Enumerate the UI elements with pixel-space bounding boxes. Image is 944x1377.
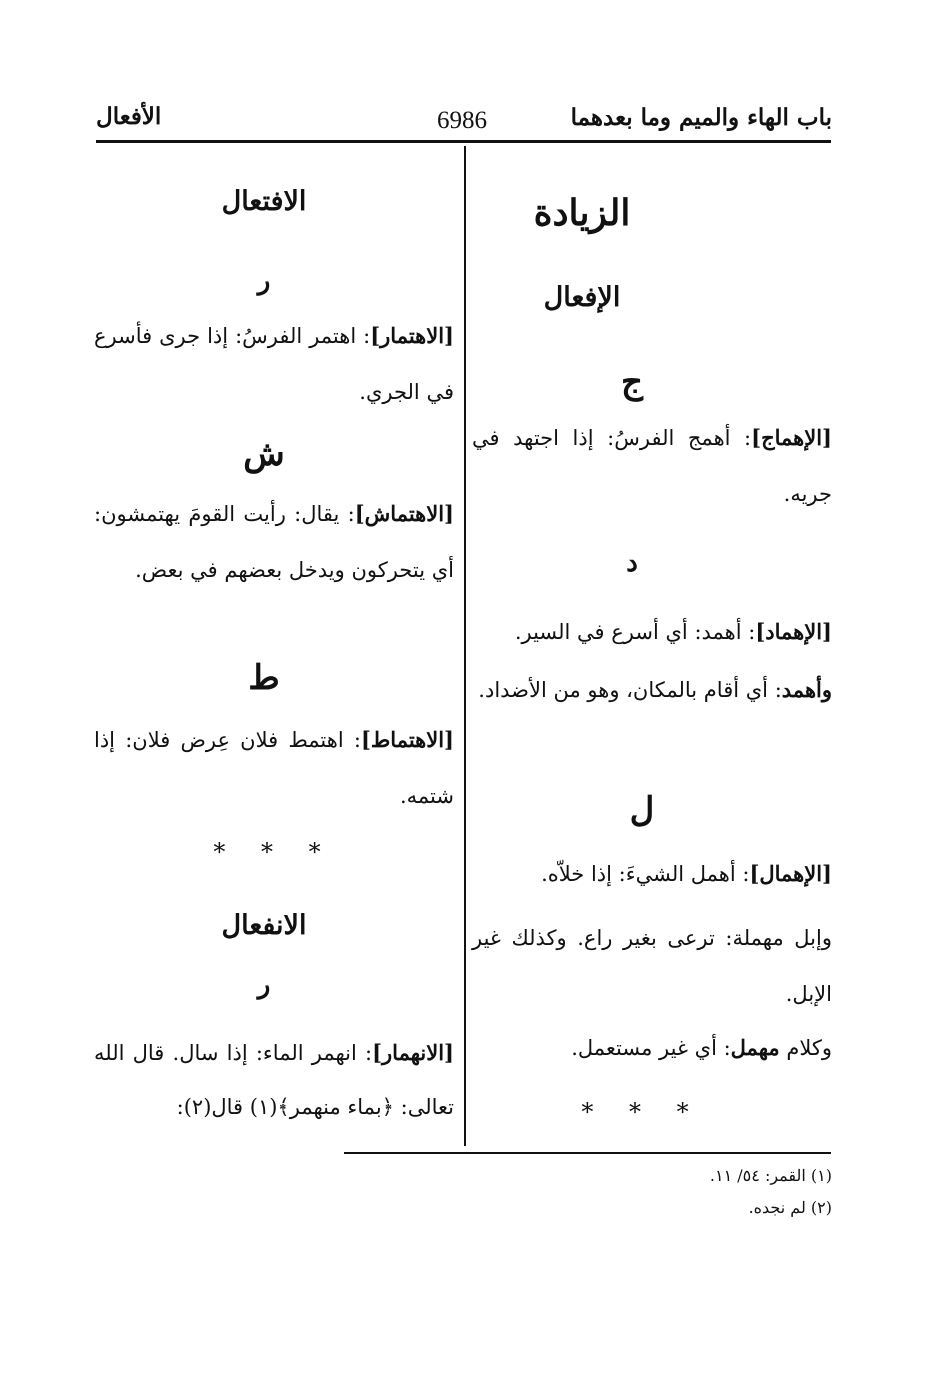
entry-term: [الاهتمار]	[370, 323, 454, 348]
entry-ihtimat	[94, 712, 454, 824]
section-title: الأفعال	[96, 103, 162, 130]
entry-text: : أهمد: أي أسرع في السير.	[514, 620, 756, 644]
footnote-rule	[344, 1152, 831, 1154]
footnote-2: (٢) لم نجده.	[748, 1198, 832, 1217]
entry-ihtimash	[94, 486, 454, 598]
letter-shin: ش	[243, 434, 285, 474]
entry-text: : انهمر الماء: إذا سال. قال الله تعالى: ﴿بماء منهمر﴾(١) قال(٢):	[94, 1041, 454, 1119]
entry-text: : اهتمر الفرسُ: إذا جرى فأسرع في الجري.	[94, 324, 454, 404]
entry-text: وإبل مهملة: ترعى بغير راع. وكذلك غير الإبل.	[472, 926, 832, 1006]
column-divider	[464, 146, 466, 1146]
section-separator-stars: * * *	[213, 838, 335, 866]
entry-term: مهمل	[730, 1035, 780, 1060]
entry-ahmad	[472, 662, 832, 718]
entry-text: : أهمج الفرسُ: إذا اجتهد في جريه.	[472, 426, 832, 506]
entry-text: : أي غير مستعمل.	[571, 1036, 731, 1060]
heading-infial: الانفعال	[221, 910, 307, 941]
entry-term: [الإهماج]	[751, 425, 832, 450]
letter-ta: ط	[248, 658, 280, 698]
letter-ra-2: ر	[257, 970, 271, 1000]
header-rule	[96, 140, 831, 143]
entry-term: [الإهمال]	[749, 861, 832, 886]
chapter-title: باب الهاء والميم وما بعدهما	[570, 104, 832, 131]
entry-term: [الاهتماط]	[360, 727, 454, 752]
entry-text: : يقال: رأيت القومَ يهتمشون: أي يتحركون ويدخل بعضهم في بعض.	[94, 502, 454, 582]
heading-iftial: الافتعال	[221, 186, 307, 217]
entry-ihmal	[472, 846, 832, 902]
entry-term: [الانهمار]	[372, 1040, 454, 1065]
letter-lam: ل	[629, 790, 655, 830]
entry-ihmaj	[472, 410, 832, 522]
entry-ibil-muhmala	[472, 910, 832, 1022]
entry-text: : أهمل الشيءَ: إذا خلاّه.	[541, 862, 750, 886]
footnote-1: (١) القمر: ٥٤/ ١١.	[709, 1166, 832, 1185]
entry-ihmad	[472, 604, 832, 660]
entry-term: [الإهماد]	[755, 619, 832, 644]
section-separator-stars: * * *	[581, 1098, 703, 1126]
letter-ra: ر	[257, 266, 271, 296]
entry-kalam-muhmal	[472, 1020, 832, 1076]
letter-jim: ج	[621, 362, 643, 402]
heading-ziyada: الزيادة	[533, 192, 631, 234]
letter-dal: د	[626, 548, 638, 578]
entry-text: : أي أقام بالمكان، وهو من الأضداد.	[478, 678, 782, 702]
entry-ihtimar	[94, 308, 454, 420]
entry-term: وأهمد	[781, 677, 832, 702]
heading-ifal: الإفعال	[543, 282, 621, 313]
page-number: 6986	[437, 107, 487, 134]
entry-text: : اهتمط فلان عِرض فلان: إذا شتمه.	[94, 728, 454, 808]
entry-term: [الاهتماش]	[354, 501, 454, 526]
entry-inhimar	[94, 1026, 454, 1134]
entry-prefix: وكلام	[779, 1036, 832, 1060]
